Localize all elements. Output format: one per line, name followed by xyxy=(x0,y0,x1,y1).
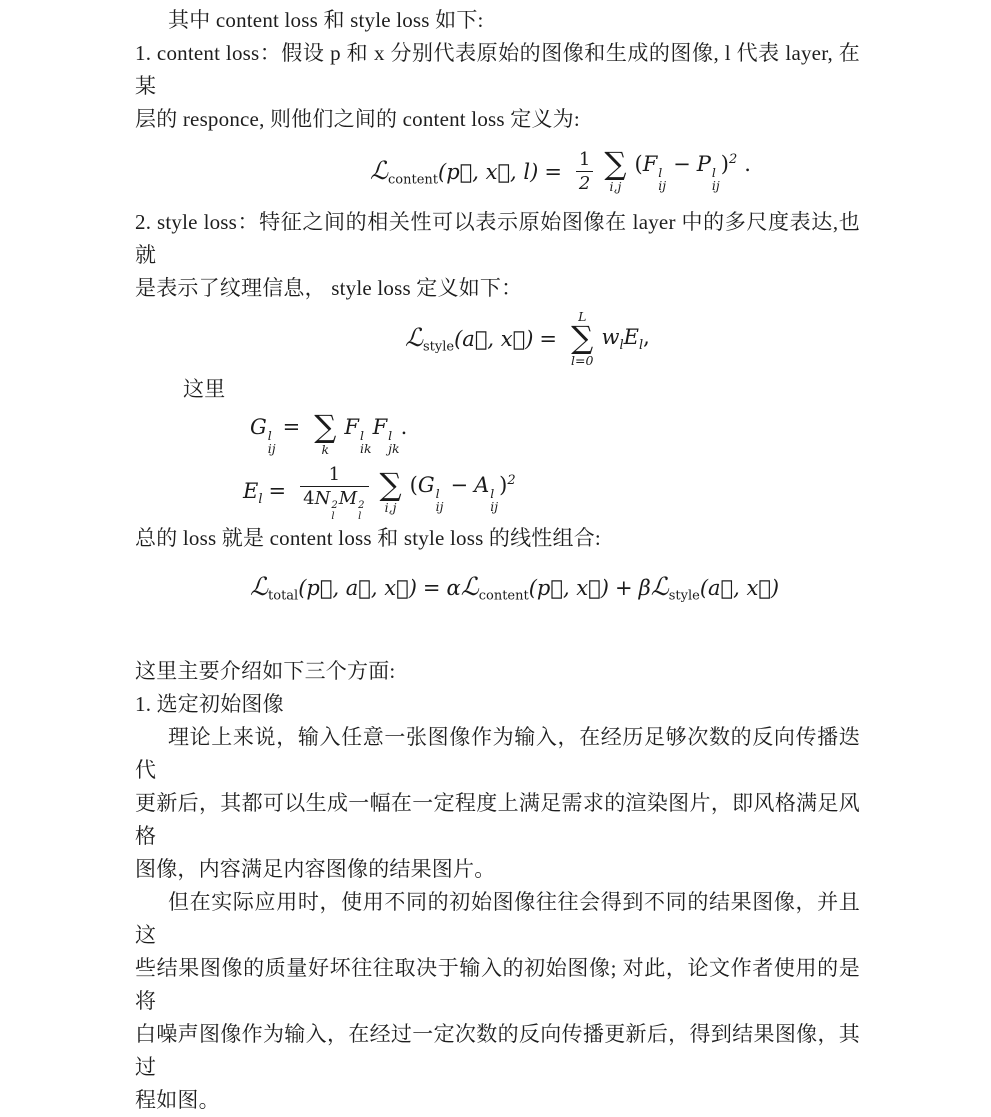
one-half-fraction: $\frac{1}{2}$ xyxy=(576,149,593,194)
sum-over-k-icon: ∑ k xyxy=(314,409,337,457)
gram-lhs: G l ij = xyxy=(250,414,301,457)
theory-paragraph-line-3: 图像，内容满足内容图像的结果图片。 xyxy=(135,857,496,881)
style-loss-rhs: $w_lE_l$, xyxy=(601,324,650,354)
practice-paragraph-line-1: 但在实际应用时，使用不同的初始图像往往会得到不同的结果图像，并且这 xyxy=(135,890,860,947)
practice-paragraph-line-2: 些结果图像的质量好坏往往取决于输入的初始图像; 对此，论文作者使用的是将 xyxy=(135,956,860,1013)
gram-rhs: F l ik F l jk . xyxy=(344,414,408,457)
content-loss-lhs: ℒ$_{content}$(p⃗, x⃗, l) = xyxy=(370,156,562,188)
sum-over-ij-icon: ∑ i,j xyxy=(379,467,402,515)
practice-paragraph-line-4: 程如图。 xyxy=(135,1088,220,1112)
total-loss-lhs: ℒ$_{total}$(p⃗, a⃗, x⃗) = αℒ$_{content}$(p⃗, x⃗) + βℒ$_{style}$(a⃗, x⃗) xyxy=(250,572,780,604)
formula-gram-matrix xyxy=(250,408,860,462)
layer-error-lhs: $E_l$ = xyxy=(243,478,287,508)
fraction-denominator: 4N 2 l M 2 l xyxy=(300,486,368,523)
sum-l-0-to-L-icon: L ∑ l=0 xyxy=(571,308,594,368)
three-aspects-intro-line: 这里主要介绍如下三个方面: xyxy=(135,659,396,683)
theory-paragraph-line-2: 更新后，其都可以生成一幅在一定程度上满足需求的渲染图片，即风格满足风格 xyxy=(135,791,860,848)
style-loss-lhs: ℒ$_{style}$(a⃗, x⃗) = xyxy=(405,323,558,355)
normalization-fraction: 1 4N 2 l M 2 l xyxy=(300,464,368,522)
here-label: 这里 xyxy=(183,377,226,401)
formula-style-loss xyxy=(405,307,860,371)
sum-over-ij-icon: ∑ i,j xyxy=(604,146,627,194)
content-loss-line-2: 层的 responce, 则他们之间的 content loss 定义为: xyxy=(135,107,580,131)
practice-paragraph-line-3: 白噪声图像作为输入，在经过一定次数的反向传播更新后，得到结果图像，其过 xyxy=(135,1022,860,1079)
formula-total-loss xyxy=(250,567,860,609)
style-loss-line-2: 是表示了纹理信息， style loss 定义如下： xyxy=(135,276,523,300)
content-loss-line-1: 1. content loss：假设 p 和 x 分别代表原始的图像和生成的图像, l 代表 layer, 在某 xyxy=(135,41,860,98)
content-loss-rhs: (F l ij − P l ij )$^2$ . xyxy=(634,151,751,194)
style-loss-line-1: 2. style loss：特征之间的相关性可以表示原始图像在 layer 中的多尺度表达,也就 xyxy=(135,210,860,267)
aspect-item-1: 1. 选定初始图像 xyxy=(135,692,284,716)
total-loss-intro-line: 总的 loss 就是 content loss 和 style loss 的线性组合: xyxy=(135,526,601,550)
layer-error-rhs: (G l ij − A l ij )$^2$ xyxy=(409,472,516,515)
intro-line: 其中 content loss 和 style loss 如下: xyxy=(168,8,484,32)
theory-paragraph-line-1: 理论上来说，输入任意一张图像作为输入，在经历足够次数的反向传播迭代 xyxy=(135,725,860,782)
formula-content-loss xyxy=(370,144,860,200)
formula-layer-error xyxy=(243,464,860,522)
